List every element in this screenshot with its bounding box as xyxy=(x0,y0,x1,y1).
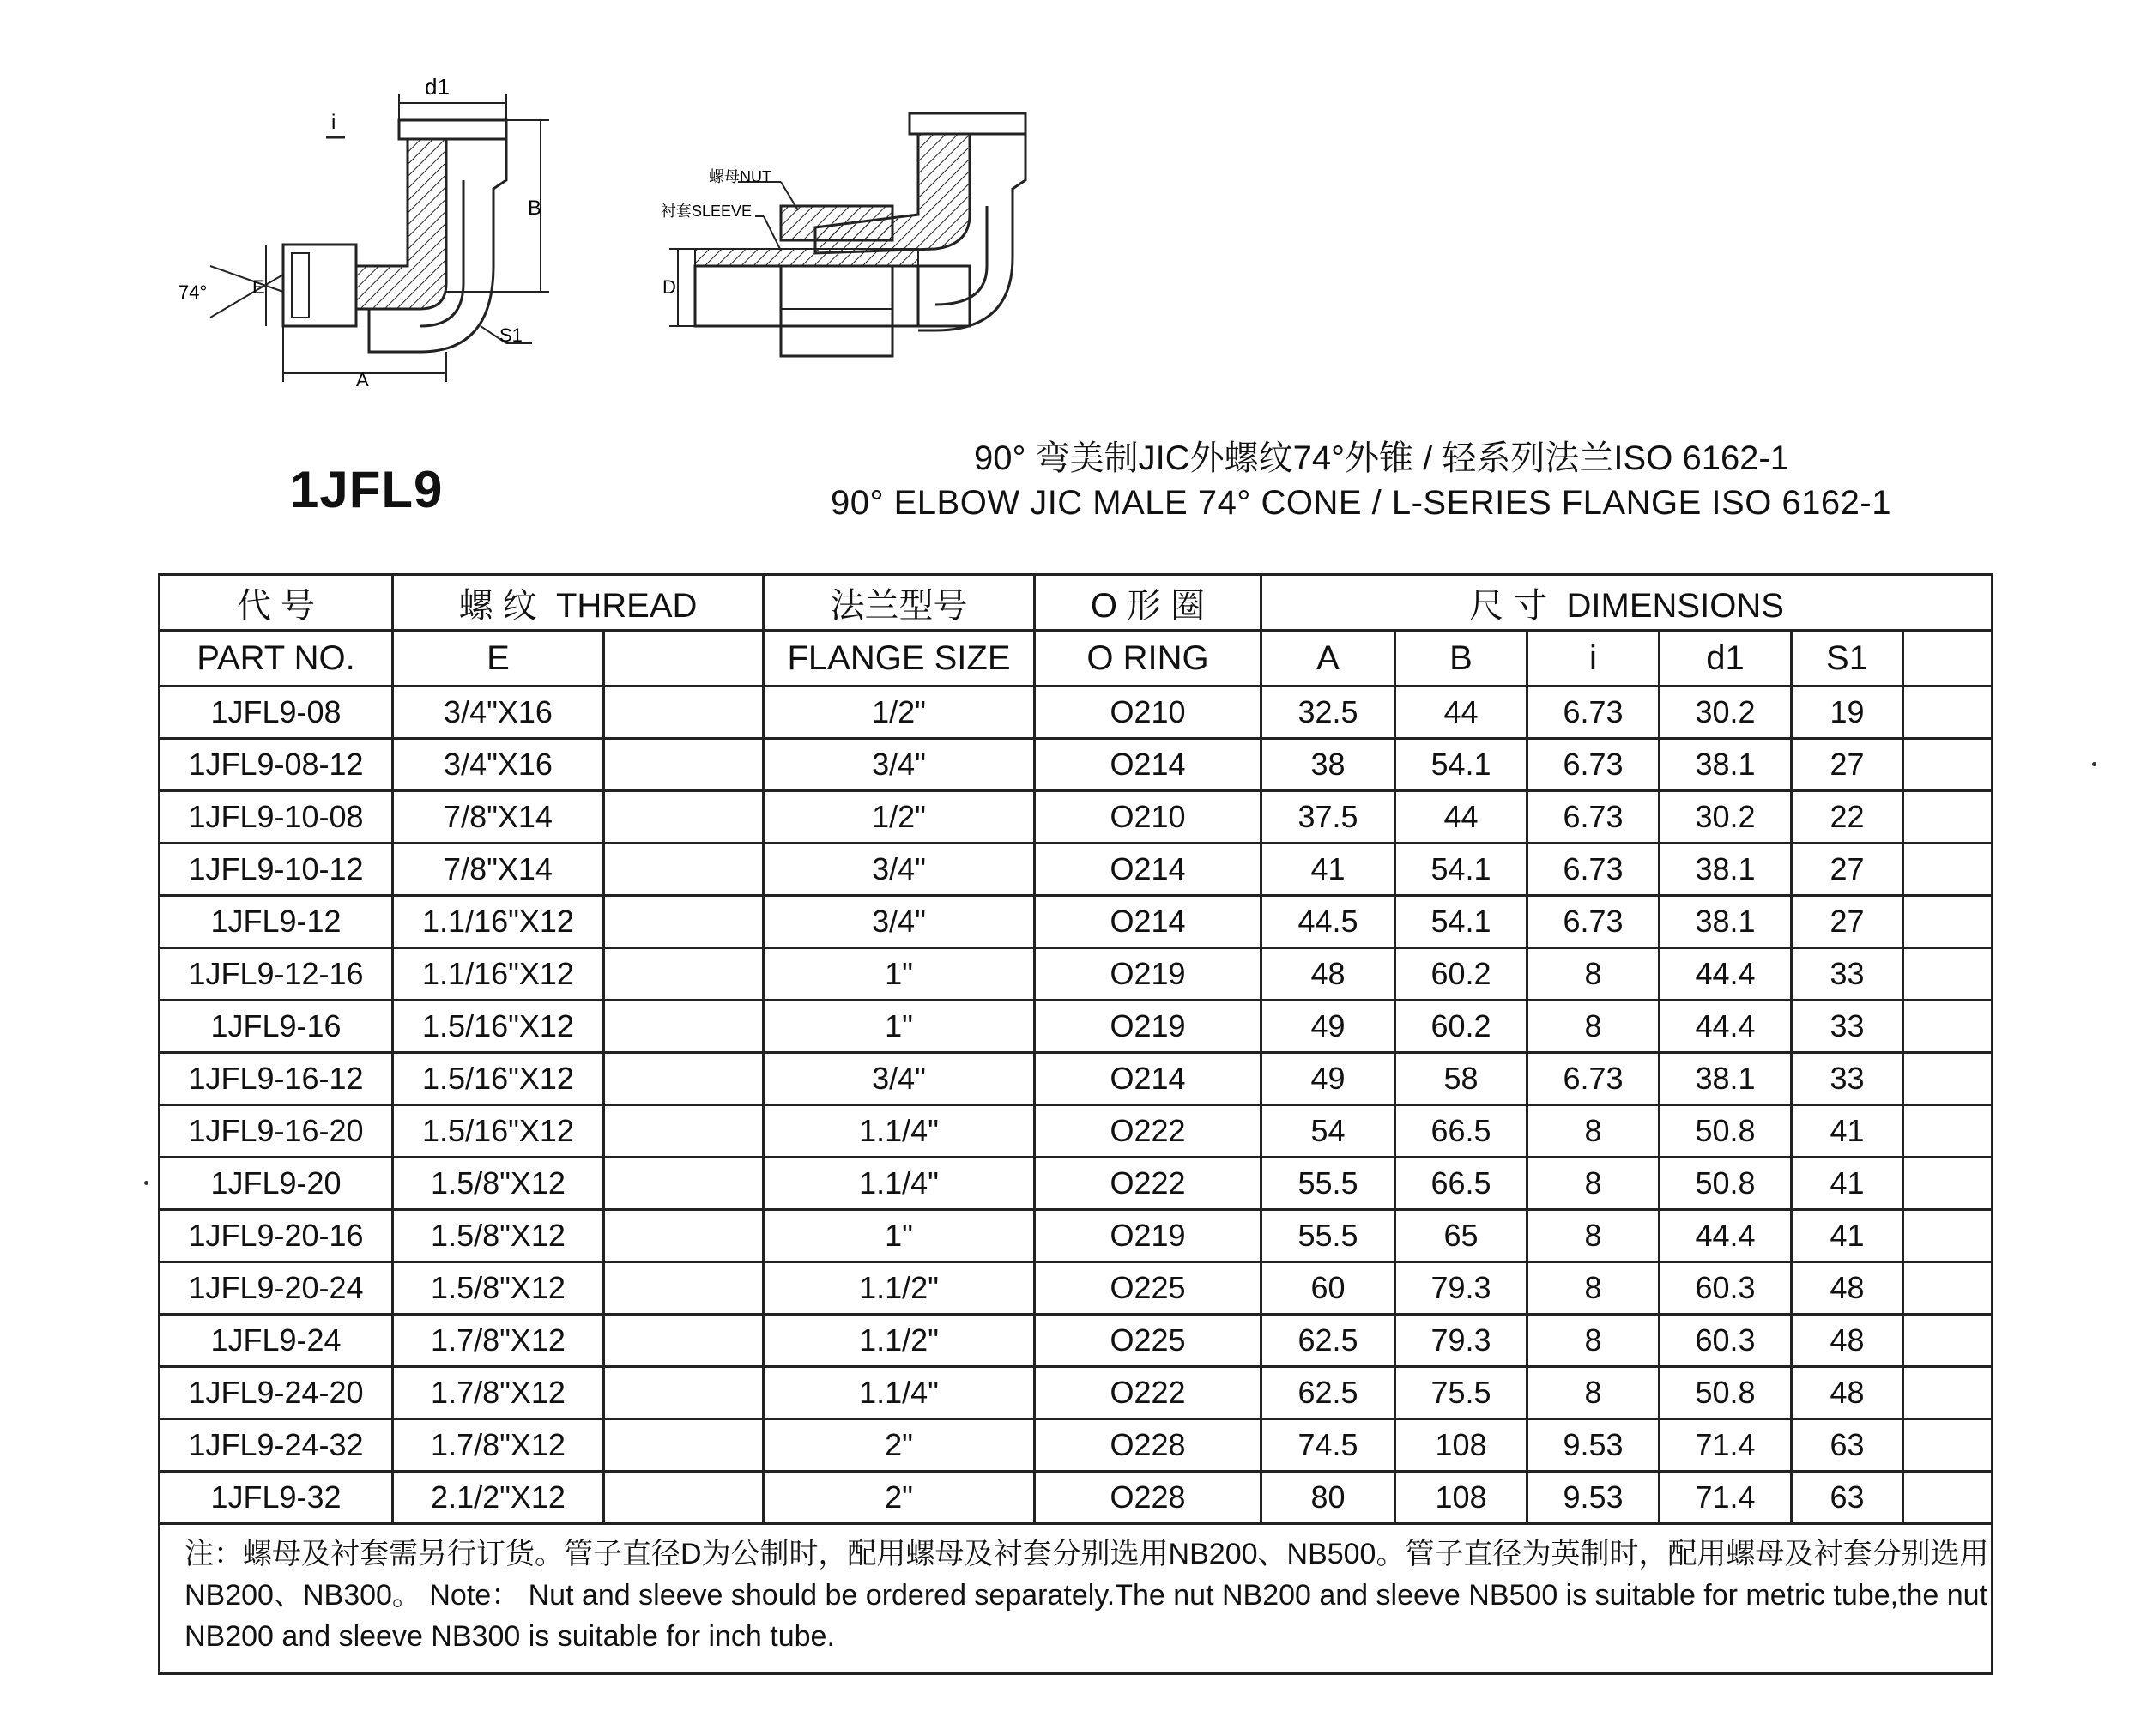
cell-blank-end xyxy=(1903,1001,1993,1053)
cell-flange: 1.1/2" xyxy=(764,1262,1035,1315)
header-blank-end xyxy=(1903,631,1993,687)
header-part-no-en: PART NO. xyxy=(160,631,393,687)
cell-s1: 27 xyxy=(1792,739,1903,791)
product-title-chinese: 90° 弯美制JIC外螺纹74°外锥 / 轻系列法兰ISO 6162-1 xyxy=(974,439,1789,477)
cell-s1: 41 xyxy=(1792,1210,1903,1262)
cell-i: 6.73 xyxy=(1527,739,1660,791)
cell-oring: O210 xyxy=(1035,791,1261,844)
dim-e-label: E xyxy=(252,276,265,298)
cell-oring: O219 xyxy=(1035,1001,1261,1053)
cell-oring: O225 xyxy=(1035,1262,1261,1315)
fitting-drawing-right xyxy=(661,103,1073,378)
cell-b: 75.5 xyxy=(1395,1367,1527,1419)
table-row xyxy=(160,1262,1993,1315)
cell-blank xyxy=(604,1262,764,1315)
dim-b-label: B xyxy=(528,197,542,220)
cell-s1: 41 xyxy=(1792,1105,1903,1158)
cell-s1: 41 xyxy=(1792,1158,1903,1210)
table-row xyxy=(160,1367,1993,1419)
cell-d1: 44.4 xyxy=(1660,1001,1792,1053)
cell-b: 79.3 xyxy=(1395,1262,1527,1315)
cell-part-no: 1JFL9-08 xyxy=(160,687,393,739)
cell-b: 54.1 xyxy=(1395,739,1527,791)
cell-oring: O214 xyxy=(1035,844,1261,896)
cell-flange: 1/2" xyxy=(764,791,1035,844)
cell-a: 74.5 xyxy=(1261,1419,1395,1472)
cell-blank-end xyxy=(1903,1367,1993,1419)
cell-flange: 1" xyxy=(764,1001,1035,1053)
cell-a: 55.5 xyxy=(1261,1158,1395,1210)
cell-a: 62.5 xyxy=(1261,1315,1395,1367)
nut-label: 螺母NUT xyxy=(709,168,771,185)
cell-s1: 48 xyxy=(1792,1315,1903,1367)
cell-i: 9.53 xyxy=(1527,1419,1660,1472)
table-row xyxy=(160,896,1993,948)
cell-i: 6.73 xyxy=(1527,791,1660,844)
cell-thread: 1.7/8"X12 xyxy=(393,1367,604,1419)
cell-b: 66.5 xyxy=(1395,1158,1527,1210)
cell-thread: 1.5/16"X12 xyxy=(393,1053,604,1105)
cell-a: 80 xyxy=(1261,1472,1395,1524)
cell-blank-end xyxy=(1903,948,1993,1001)
cell-b: 108 xyxy=(1395,1419,1527,1472)
cell-b: 54.1 xyxy=(1395,844,1527,896)
cell-a: 49 xyxy=(1261,1053,1395,1105)
header-thread-cn: 螺 纹 xyxy=(458,586,537,625)
cell-d1: 30.2 xyxy=(1660,791,1792,844)
cell-s1: 22 xyxy=(1792,791,1903,844)
cell-thread: 3/4"X16 xyxy=(393,687,604,739)
cell-blank xyxy=(604,844,764,896)
cell-thread: 1.1/16"X12 xyxy=(393,948,604,1001)
cell-d1: 60.3 xyxy=(1660,1315,1792,1367)
cell-b: 58 xyxy=(1395,1053,1527,1105)
cell-thread: 1.5/16"X12 xyxy=(393,1001,604,1053)
cell-part-no: 1JFL9-10-12 xyxy=(160,844,393,896)
cell-blank xyxy=(604,1472,764,1524)
dim-a-label: A xyxy=(356,369,369,390)
header-dimensions xyxy=(1261,575,1993,631)
cell-blank xyxy=(604,1105,764,1158)
cell-a: 48 xyxy=(1261,948,1395,1001)
cell-oring: O214 xyxy=(1035,739,1261,791)
cell-d1: 44.4 xyxy=(1660,1210,1792,1262)
cell-i: 8 xyxy=(1527,1367,1660,1419)
cell-flange: 2" xyxy=(764,1472,1035,1524)
header-flange-en: FLANGE SIZE xyxy=(764,631,1035,687)
cell-part-no: 1JFL9-16-20 xyxy=(160,1105,393,1158)
cell-d1: 38.1 xyxy=(1660,844,1792,896)
cell-blank xyxy=(604,1315,764,1367)
cell-oring: O222 xyxy=(1035,1158,1261,1210)
cell-d1: 38.1 xyxy=(1660,739,1792,791)
cell-oring: O210 xyxy=(1035,687,1261,739)
cell-i: 8 xyxy=(1527,1315,1660,1367)
cell-oring: O225 xyxy=(1035,1315,1261,1367)
cell-flange: 1" xyxy=(764,948,1035,1001)
cell-oring: O219 xyxy=(1035,1210,1261,1262)
header-part-no-cn: 代 号 xyxy=(160,575,393,631)
cell-part-no: 1JFL9-10-08 xyxy=(160,791,393,844)
cell-i: 6.73 xyxy=(1527,844,1660,896)
table-row xyxy=(160,844,1993,896)
cell-s1: 33 xyxy=(1792,1001,1903,1053)
cell-part-no: 1JFL9-08-12 xyxy=(160,739,393,791)
table-row xyxy=(160,739,1993,791)
cell-flange: 2" xyxy=(764,1419,1035,1472)
header-col-b: B xyxy=(1395,631,1527,687)
cell-thread: 3/4"X16 xyxy=(393,739,604,791)
cell-blank-end xyxy=(1903,1262,1993,1315)
cell-s1: 19 xyxy=(1792,687,1903,739)
cell-b: 54.1 xyxy=(1395,896,1527,948)
cell-thread: 7/8"X14 xyxy=(393,791,604,844)
dim-s1-label: S1 xyxy=(499,324,523,346)
cell-thread: 1.5/16"X12 xyxy=(393,1105,604,1158)
elbow-fitting-drawing xyxy=(163,69,566,395)
cell-thread: 1.5/8"X12 xyxy=(393,1158,604,1210)
cell-flange: 1.1/2" xyxy=(764,1315,1035,1367)
header-col-d1: d1 xyxy=(1660,631,1792,687)
cell-thread: 2.1/2"X12 xyxy=(393,1472,604,1524)
cell-a: 41 xyxy=(1261,844,1395,896)
table-row xyxy=(160,1053,1993,1105)
cell-part-no: 1JFL9-24 xyxy=(160,1315,393,1367)
cell-d1: 30.2 xyxy=(1660,687,1792,739)
cell-b: 66.5 xyxy=(1395,1105,1527,1158)
cell-s1: 33 xyxy=(1792,948,1903,1001)
stray-dot-mark xyxy=(144,1181,148,1185)
cell-part-no: 1JFL9-20 xyxy=(160,1158,393,1210)
cell-i: 6.73 xyxy=(1527,687,1660,739)
sleeve-label: 衬套SLEEVE xyxy=(661,203,753,220)
cell-a: 55.5 xyxy=(1261,1210,1395,1262)
cell-blank-end xyxy=(1903,1158,1993,1210)
cell-b: 60.2 xyxy=(1395,1001,1527,1053)
cell-blank xyxy=(604,791,764,844)
cell-d1: 38.1 xyxy=(1660,896,1792,948)
cell-flange: 3/4" xyxy=(764,739,1035,791)
cell-blank xyxy=(604,739,764,791)
cell-oring: O214 xyxy=(1035,1053,1261,1105)
table-row xyxy=(160,1001,1993,1053)
cell-blank xyxy=(604,1001,764,1053)
elbow-assembly-drawing xyxy=(661,103,1073,378)
cell-a: 60 xyxy=(1261,1262,1395,1315)
header-thread-en: THREAD xyxy=(555,586,698,625)
table-row xyxy=(160,791,1993,844)
table-row xyxy=(160,1158,1993,1210)
table-row xyxy=(160,1105,1993,1158)
cell-flange: 3/4" xyxy=(764,1053,1035,1105)
table-row xyxy=(160,1210,1993,1262)
cell-flange: 1" xyxy=(764,1210,1035,1262)
cell-s1: 63 xyxy=(1792,1472,1903,1524)
table-row xyxy=(160,1472,1993,1524)
cell-i: 8 xyxy=(1527,1158,1660,1210)
table-row xyxy=(160,687,1993,739)
header-thread xyxy=(393,575,764,631)
cell-part-no: 1JFL9-24-20 xyxy=(160,1367,393,1419)
stray-dot-mark xyxy=(2092,762,2096,766)
cell-i: 8 xyxy=(1527,1001,1660,1053)
specification-table xyxy=(158,573,1993,1675)
cell-blank-end xyxy=(1903,844,1993,896)
cell-i: 6.73 xyxy=(1527,896,1660,948)
table-row xyxy=(160,948,1993,1001)
header-thread-e: E xyxy=(393,631,604,687)
cell-s1: 33 xyxy=(1792,1053,1903,1105)
cell-flange: 1.1/4" xyxy=(764,1367,1035,1419)
cell-blank xyxy=(604,1367,764,1419)
cell-s1: 27 xyxy=(1792,844,1903,896)
cell-thread: 1.1/16"X12 xyxy=(393,896,604,948)
cell-i: 9.53 xyxy=(1527,1472,1660,1524)
cell-thread: 1.7/8"X12 xyxy=(393,1419,604,1472)
cell-b: 60.2 xyxy=(1395,948,1527,1001)
cell-a: 62.5 xyxy=(1261,1367,1395,1419)
cell-a: 37.5 xyxy=(1261,791,1395,844)
cell-blank xyxy=(604,1419,764,1472)
cell-flange: 3/4" xyxy=(764,896,1035,948)
cell-i: 6.73 xyxy=(1527,1053,1660,1105)
cell-blank xyxy=(604,896,764,948)
cell-thread: 1.5/8"X12 xyxy=(393,1262,604,1315)
header-flange-cn: 法兰型号 xyxy=(764,575,1035,631)
cell-oring: O222 xyxy=(1035,1105,1261,1158)
dim-angle-label: 74° xyxy=(178,281,208,303)
cell-d1: 60.3 xyxy=(1660,1262,1792,1315)
cell-oring: O228 xyxy=(1035,1419,1261,1472)
cell-s1: 48 xyxy=(1792,1262,1903,1315)
cell-blank xyxy=(604,1053,764,1105)
cell-a: 49 xyxy=(1261,1001,1395,1053)
cell-d1: 71.4 xyxy=(1660,1419,1792,1472)
cell-blank-end xyxy=(1903,1472,1993,1524)
cell-blank xyxy=(604,1158,764,1210)
cell-s1: 27 xyxy=(1792,896,1903,948)
cell-blank-end xyxy=(1903,687,1993,739)
cell-oring: O222 xyxy=(1035,1367,1261,1419)
cell-b: 79.3 xyxy=(1395,1315,1527,1367)
cell-b: 108 xyxy=(1395,1472,1527,1524)
cell-d1: 71.4 xyxy=(1660,1472,1792,1524)
header-dims-cn: 尺 寸 xyxy=(1469,586,1548,625)
cell-d1: 44.4 xyxy=(1660,948,1792,1001)
table-row xyxy=(160,1419,1993,1472)
header-col-a: A xyxy=(1261,631,1395,687)
header-blank xyxy=(604,631,764,687)
cell-i: 8 xyxy=(1527,1262,1660,1315)
dim-d-label: D xyxy=(662,276,676,298)
cell-a: 32.5 xyxy=(1261,687,1395,739)
cell-blank-end xyxy=(1903,1419,1993,1472)
cell-part-no: 1JFL9-12 xyxy=(160,896,393,948)
cell-blank-end xyxy=(1903,1315,1993,1367)
header-oring-cn: O 形 圈 xyxy=(1035,575,1261,631)
cell-s1: 63 xyxy=(1792,1419,1903,1472)
cell-b: 65 xyxy=(1395,1210,1527,1262)
cell-blank-end xyxy=(1903,791,1993,844)
cell-part-no: 1JFL9-32 xyxy=(160,1472,393,1524)
cell-flange: 1/2" xyxy=(764,687,1035,739)
cell-thread: 1.5/8"X12 xyxy=(393,1210,604,1262)
header-dims-en: DIMENSIONS xyxy=(1566,586,1784,625)
table-note: 注：螺母及衬套需另行订货。管子直径D为公制时，配用螺母及衬套分别选用NB200、NB500。管子直径为英制时，配用螺母及衬套分别选用NB200、NB300。 Note： Nut and sleeve should be ordered separately.The nut NB200 and sleeve NB500 is suitable for metric tube,the nut NB200 and sleeve NB300 is suitable for inch tube. xyxy=(160,1524,1993,1674)
cell-d1: 50.8 xyxy=(1660,1105,1792,1158)
table-row xyxy=(160,1315,1993,1367)
dim-i-label: i xyxy=(331,111,336,134)
cell-blank-end xyxy=(1903,739,1993,791)
part-code-heading: 1JFL9 xyxy=(290,461,444,518)
product-title-english: 90° ELBOW JIC MALE 74° CONE / L-SERIES FLANGE ISO 6162-1 xyxy=(831,484,1891,522)
cell-part-no: 1JFL9-16-12 xyxy=(160,1053,393,1105)
cell-oring: O219 xyxy=(1035,948,1261,1001)
header-col-s1: S1 xyxy=(1792,631,1903,687)
cell-oring: O214 xyxy=(1035,896,1261,948)
cell-blank-end xyxy=(1903,896,1993,948)
cell-flange: 1.1/4" xyxy=(764,1158,1035,1210)
dim-d1-label: d1 xyxy=(425,74,450,100)
cell-s1: 48 xyxy=(1792,1367,1903,1419)
cell-thread: 1.7/8"X12 xyxy=(393,1315,604,1367)
cell-i: 8 xyxy=(1527,1210,1660,1262)
cell-a: 44.5 xyxy=(1261,896,1395,948)
cell-b: 44 xyxy=(1395,687,1527,739)
cell-a: 38 xyxy=(1261,739,1395,791)
cell-blank xyxy=(604,1210,764,1262)
cell-i: 8 xyxy=(1527,1105,1660,1158)
cell-blank-end xyxy=(1903,1053,1993,1105)
fitting-drawing-left xyxy=(163,69,566,395)
cell-flange: 3/4" xyxy=(764,844,1035,896)
cell-d1: 38.1 xyxy=(1660,1053,1792,1105)
cell-d1: 50.8 xyxy=(1660,1367,1792,1419)
cell-part-no: 1JFL9-12-16 xyxy=(160,948,393,1001)
cell-flange: 1.1/4" xyxy=(764,1105,1035,1158)
cell-blank xyxy=(604,687,764,739)
cell-blank-end xyxy=(1903,1105,1993,1158)
cell-blank-end xyxy=(1903,1210,1993,1262)
cell-part-no: 1JFL9-20-16 xyxy=(160,1210,393,1262)
cell-part-no: 1JFL9-20-24 xyxy=(160,1262,393,1315)
cell-a: 54 xyxy=(1261,1105,1395,1158)
cell-b: 44 xyxy=(1395,791,1527,844)
cell-part-no: 1JFL9-16 xyxy=(160,1001,393,1053)
header-col-i: i xyxy=(1527,631,1660,687)
cell-part-no: 1JFL9-24-32 xyxy=(160,1419,393,1472)
cell-blank xyxy=(604,948,764,1001)
cell-oring: O228 xyxy=(1035,1472,1261,1524)
cell-i: 8 xyxy=(1527,948,1660,1001)
cell-d1: 50.8 xyxy=(1660,1158,1792,1210)
cell-thread: 7/8"X14 xyxy=(393,844,604,896)
header-oring-en: O RING xyxy=(1035,631,1261,687)
